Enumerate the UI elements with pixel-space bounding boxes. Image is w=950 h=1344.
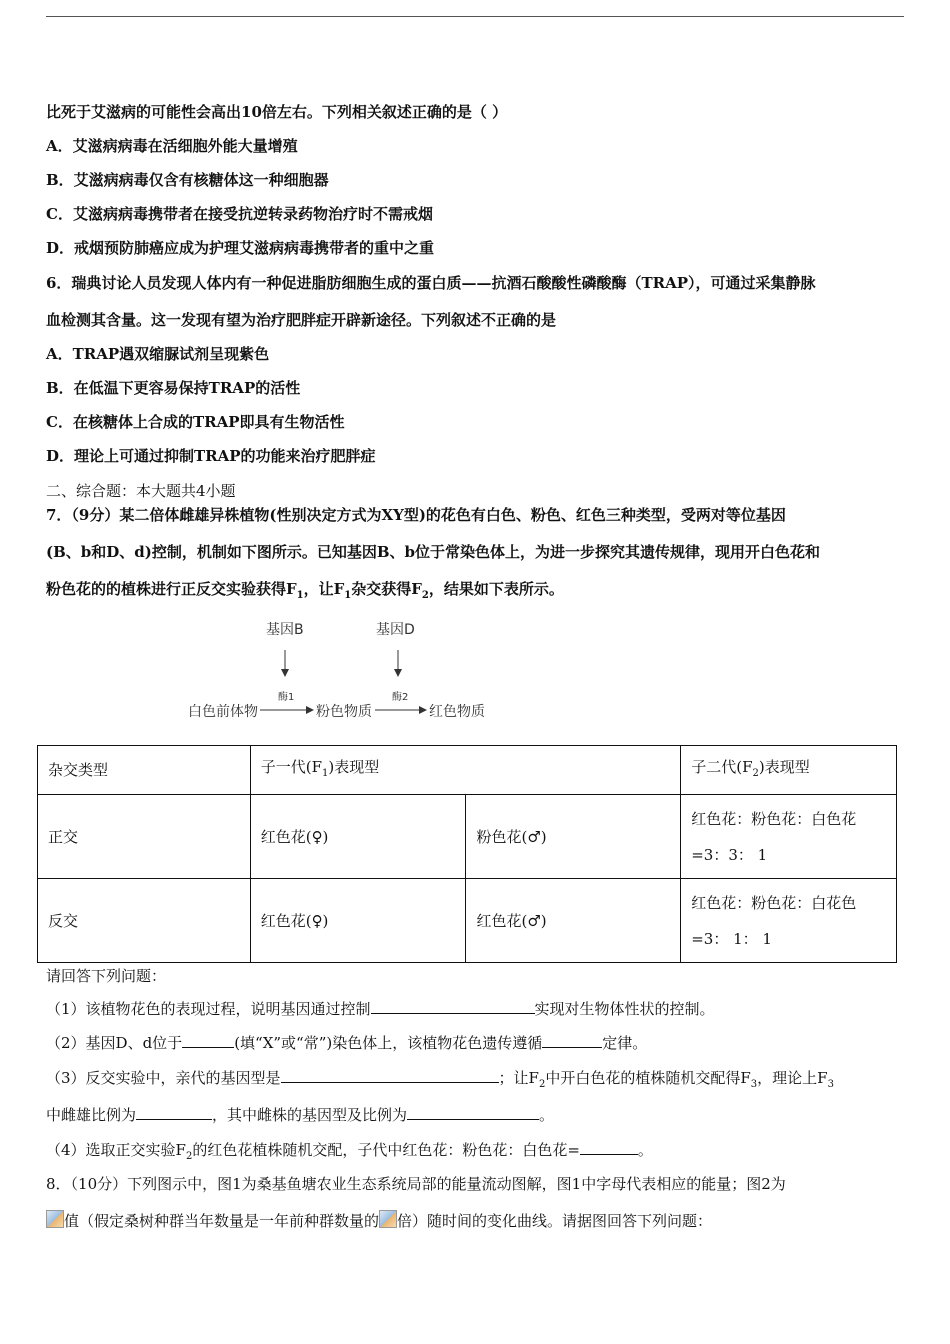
q5-stem-tail: 比死于艾滋病的可能性会高出10倍左右。下列相关叙述正确的是（ ） — [46, 103, 508, 121]
q7-stem-line3: 粉色花的的植株进行正反交实验获得$F_1$，让$F_1$杂交获得$F_2$，结果如下表所示。 — [46, 580, 564, 601]
q6-stem-line1: 6．瑞典讨论人员发现人体内有一种促进脂肪细胞生成的蛋白质——抗酒石酸酸性磷酸酶（TRAP），可通过采集静脉 — [46, 274, 816, 292]
q5-option-a: A．艾滋病病毒在活细胞外能大量增殖 — [46, 137, 298, 155]
q7-stem-line2: (B、b和D、d)控制，机制如下图所示。已知基因B、b位于常染色体上，为进一步探究其遗传规律，现用开白色花和 — [46, 543, 821, 561]
subquestion-4: （4）选取正交实验$F_2$的红色花植株随机交配，子代中红色花：粉色花：白色花= 。 — [46, 1141, 653, 1162]
answer-prompt: 请回答下列问题： — [46, 967, 167, 985]
cell-type: 反交 — [38, 879, 251, 963]
cell-f1-male: 粉色花(♂) — [466, 795, 681, 879]
white-precursor-label: 白色前体物 — [188, 704, 258, 720]
header-f1: 子一代$(F_1)$表现型 — [250, 746, 680, 795]
blank-3c[interactable] — [407, 1105, 539, 1120]
q8-stem-line1: 8．（10分）下列图示中，图1为桑基鱼塘农业生态系统局部的能量流动图解，图1中字母代表相应的能量；图2为 — [46, 1175, 786, 1193]
subquestion-3: （3）反交实验中，亲代的基因型是 ；让$F_2$中开白色花的植株随机交配得$F_3$，理论上$F_3$ — [46, 1069, 834, 1090]
q7-stem-line1: 7．（9分）某二倍体雌雄异株植物(性别决定方式为XY型)的花色有白色、粉色、红色三种类型，受两对等位基因 — [46, 506, 786, 524]
cell-f2-ratio: 红色花：粉色花：白花色 =3： 1： 1 — [681, 879, 897, 963]
lambda-image-icon — [379, 1210, 397, 1228]
red-substance-label: 红色物质 — [429, 704, 485, 720]
gene-b-label: 基因B — [266, 622, 304, 638]
q6-option-c: C．在核糖体上合成的TRAP即具有生物活性 — [46, 413, 345, 431]
subquestion-2: （2）基因D、d位于 (填“X”或“常”)染色体上，该植物花色遗传遵循 定律。 — [46, 1034, 648, 1052]
header-rule — [46, 16, 904, 17]
blank-1[interactable] — [371, 999, 535, 1014]
enzyme1-label: 酶1 — [278, 692, 295, 703]
subquestion-1: （1）该植物花色的表现过程，说明基因通过控制 实现对生物体性状的控制。 — [46, 1000, 715, 1018]
q5-option-d: D．戒烟预防肺癌应成为护理艾滋病病毒携带者的重中之重 — [46, 239, 435, 257]
gene-d-label: 基因D — [376, 622, 415, 638]
q5-option-b: B．艾滋病病毒仅含有核糖体这一种细胞器 — [46, 171, 329, 189]
table-row — [38, 879, 897, 963]
subquestion-3-cont: 中雌雄比例为 ，其中雌株的基因型及比例为 。 — [46, 1106, 555, 1124]
gene-pathway-diagram — [180, 614, 500, 724]
q5-option-c: C．艾滋病病毒携带者在接受抗逆转录药物治疗时不需戒烟 — [46, 205, 433, 223]
header-cross-type: 杂交类型 — [38, 746, 251, 795]
table-row — [38, 795, 897, 879]
enzyme2-label: 酶2 — [392, 692, 409, 703]
blank-3a[interactable] — [281, 1068, 499, 1083]
cell-f1-female: 红色花(♀) — [250, 879, 466, 963]
table-header-row — [38, 746, 897, 795]
q8-stem-line2: 值（假定桑树种群当年数量是一年前种群数量的 倍）随时间的变化曲线。请据图回答下列问题： — [46, 1210, 712, 1232]
cell-f2-ratio: 红色花：粉色花：白色花 =3：3： 1 — [681, 795, 897, 879]
cell-f1-female: 红色花(♀) — [250, 795, 466, 879]
blank-2b[interactable] — [542, 1033, 602, 1048]
lambda-image-icon — [46, 1210, 64, 1228]
blank-2a[interactable] — [182, 1033, 234, 1048]
q6-option-d: D．理论上可通过抑制TRAP的功能来治疗肥胖症 — [46, 447, 376, 465]
pink-substance-label: 粉色物质 — [316, 704, 372, 720]
blank-3b[interactable] — [136, 1105, 212, 1120]
cell-type: 正交 — [38, 795, 251, 879]
cell-f1-male: 红色花(♂) — [466, 879, 681, 963]
section-title: 二、综合题：本大题共4小题 — [46, 482, 236, 500]
q6-option-a: A．TRAP遇双缩脲试剂呈现紫色 — [46, 345, 270, 363]
blank-4[interactable] — [580, 1140, 638, 1155]
q6-option-b: B．在低温下更容易保持TRAP的活性 — [46, 379, 301, 397]
header-f2: 子二代$(F_2)$表现型 — [681, 746, 897, 795]
q6-stem-line2: 血检测其含量。这一发现有望为治疗肥胖症开辟新途径。下列叙述不正确的是 — [46, 311, 557, 329]
results-table — [37, 745, 897, 963]
